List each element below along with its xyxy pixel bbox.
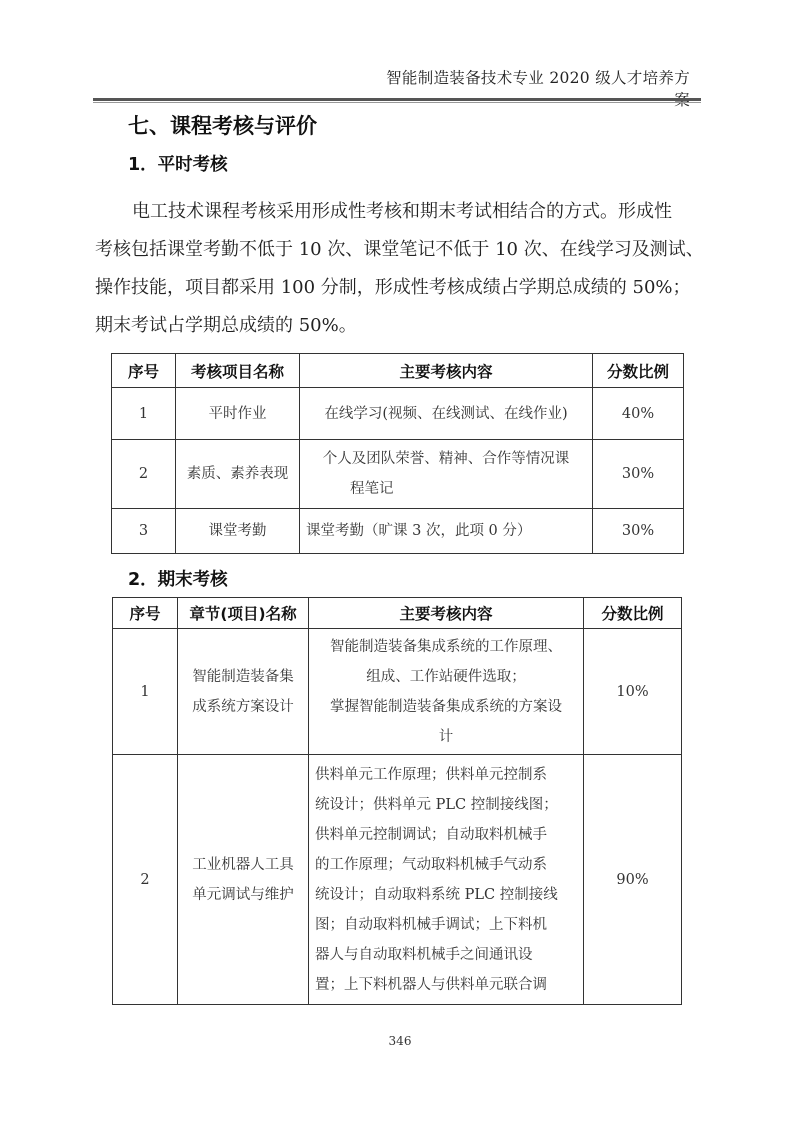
cell-name: [178, 755, 309, 1005]
cell-no: 3: [112, 509, 176, 554]
content-line: 统设计；供料单元 PLC 控制接线图；: [315, 796, 558, 813]
body-paragraph: [95, 193, 705, 345]
content-line: 组成、工作站硬件选取；: [366, 668, 526, 685]
running-header: 智能制造装备技术专业 2020 级人才培养方: [386, 69, 690, 87]
cell-name: 平时作业: [176, 388, 300, 440]
table-row: [112, 388, 684, 440]
cell-ratio: 30%: [593, 440, 684, 509]
content-line: 智能制造装备集成系统的工作原理、: [330, 638, 562, 655]
cell-ratio: 40%: [593, 388, 684, 440]
paragraph-line: 期末考试占学期总成绩的 50%。: [95, 315, 357, 336]
header-content: 主要考核内容: [309, 598, 584, 629]
subsection-title-1: 1．平时考核: [128, 155, 228, 175]
regular-assessment-table: [111, 353, 684, 554]
header-content: 主要考核内容: [300, 354, 593, 388]
table-row: [112, 509, 684, 554]
cell-no: 2: [112, 440, 176, 509]
header-no: 序号: [113, 598, 178, 629]
final-assessment-table: [112, 597, 682, 1005]
paragraph-line: 操作技能，项目都采用 100 分制，形成性考核成绩占学期总成绩的 50%；: [95, 277, 691, 298]
paragraph-line: 考核包括课堂考勤不低于 10 次、课堂笔记不低于 10 次、在线学习及测试、: [95, 239, 704, 260]
name-line: 工业机器人工具: [192, 856, 294, 873]
section-title: 七、课程考核与评价: [128, 114, 317, 138]
cell-content: 课堂考勤（旷课 3 次，此项 0 分）: [300, 509, 593, 554]
content-line: 图；自动取料机械手调试；上下料机: [315, 916, 547, 933]
paragraph-line: 电工技术课程考核采用形成性考核和期末考试相结合的方式。形成性: [132, 201, 672, 222]
table-row: [113, 755, 682, 1005]
content-line: 掌握智能制造装备集成系统的方案设: [330, 698, 562, 715]
table-header-row: [112, 354, 684, 388]
cell-name: 素质、素养表现: [176, 440, 300, 509]
content-line: 供料单元工作原理；供料单元控制系: [315, 766, 547, 783]
cell-name: 课堂考勤: [176, 509, 300, 554]
content-line: 统设计；自动取料系统 PLC 控制接线: [315, 886, 558, 903]
cell-no: 2: [113, 755, 178, 1005]
content-line: 置；上下料机器人与供料单元联合调: [315, 976, 547, 993]
name-line: 成系统方案设计: [192, 698, 294, 715]
subsection-title-2: 2．期末考核: [128, 570, 228, 590]
header-name: 考核项目名称: [176, 354, 300, 388]
header-ratio: 分数比例: [584, 598, 682, 629]
content-line: 供料单元控制调试；自动取料机械手: [315, 826, 547, 843]
page-number: 346: [388, 1034, 412, 1048]
header-rule-thin: [93, 102, 701, 103]
content-line: 程笔记: [350, 481, 394, 497]
cell-content: [309, 755, 584, 1005]
cell-no: 1: [113, 629, 178, 755]
cell-no: 1: [112, 388, 176, 440]
name-line: 智能制造装备集: [192, 668, 294, 685]
cell-content: 在线学习(视频、在线测试、在线作业): [300, 388, 593, 440]
content-line: 的工作原理；气动取料机械手气动系: [315, 856, 547, 873]
cell-content: [309, 629, 584, 755]
cell-content: [300, 440, 593, 509]
content-line: 个人及团队荣誉、精神、合作等情况课: [322, 451, 570, 467]
header-ratio: 分数比例: [593, 354, 684, 388]
cell-ratio: 90%: [584, 755, 682, 1005]
cell-name: [178, 629, 309, 755]
cell-ratio: 10%: [584, 629, 682, 755]
table-row: [112, 440, 684, 509]
cell-ratio: 30%: [593, 509, 684, 554]
name-line: 单元调试与维护: [192, 886, 294, 903]
header-no: 序号: [112, 354, 176, 388]
table-header-row: [113, 598, 682, 629]
header-rule: [93, 98, 701, 101]
content-line: 计: [438, 728, 454, 745]
content-line: 器人与自动取料机械手之间通讯设: [315, 946, 533, 963]
table-row: [113, 629, 682, 755]
header-name: 章节(项目)名称: [178, 598, 309, 629]
